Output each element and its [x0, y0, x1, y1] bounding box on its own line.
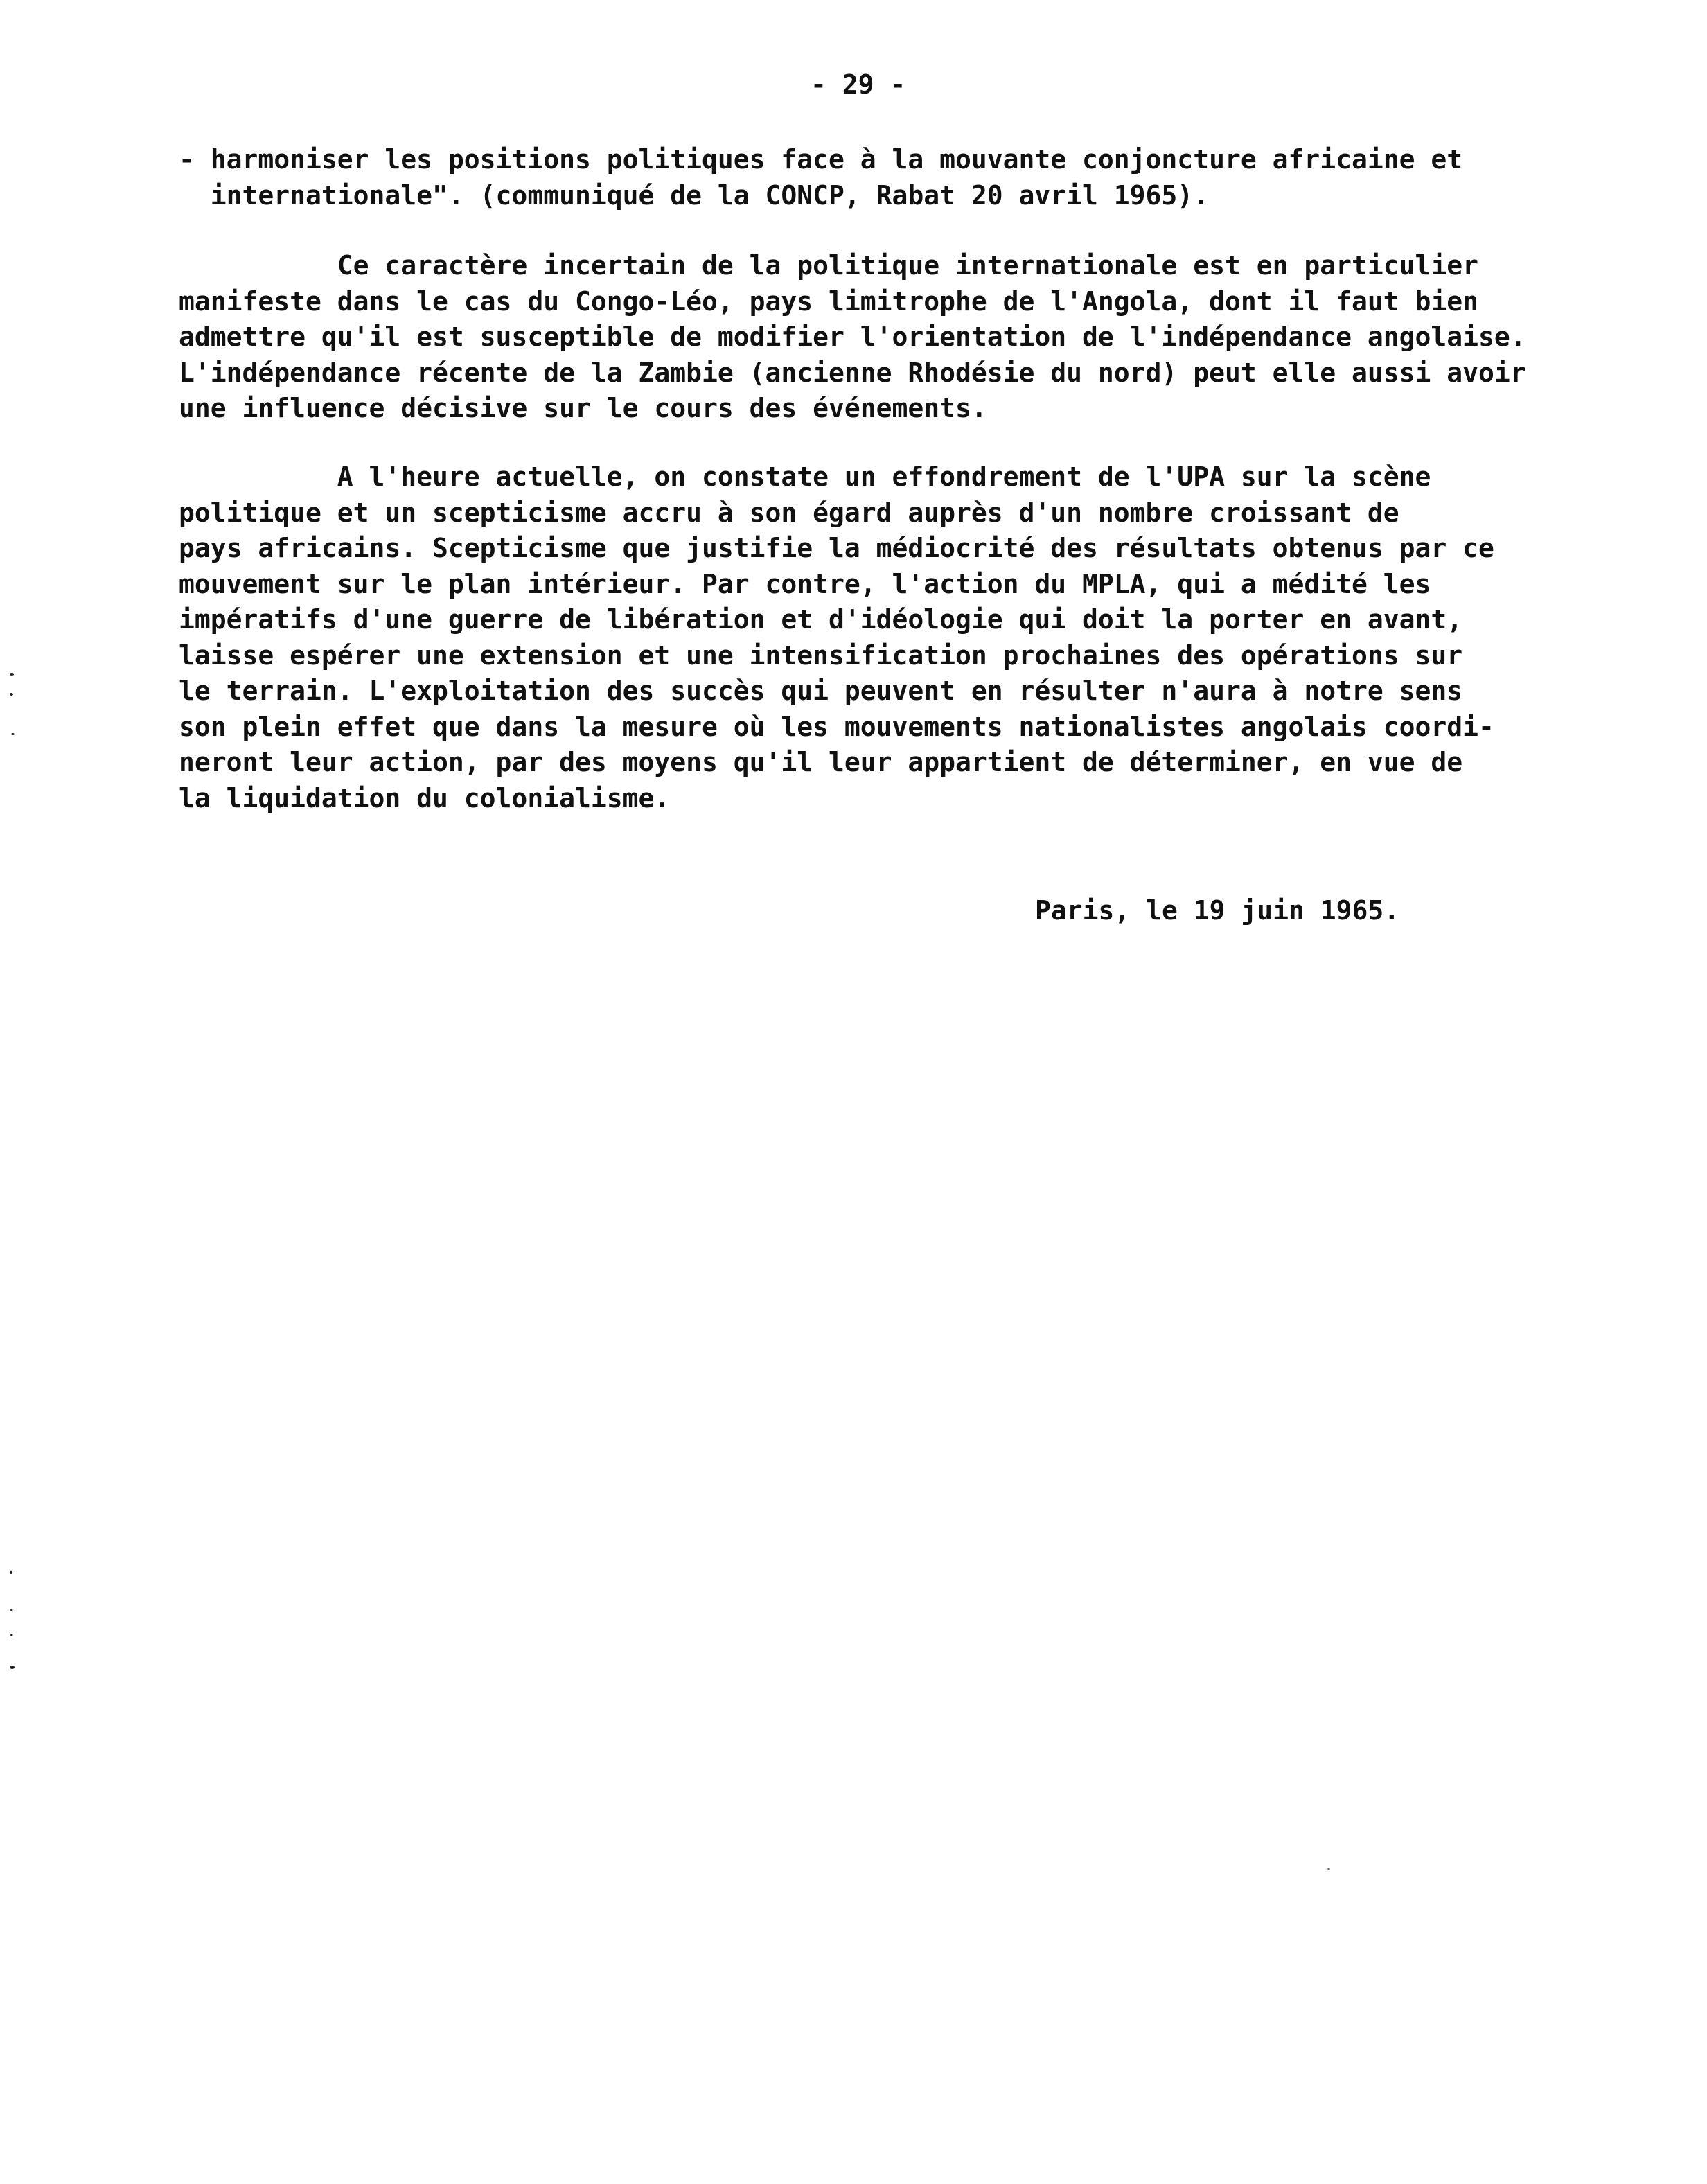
quote-block	[179, 142, 1689, 213]
scan-speck	[10, 693, 13, 696]
quote-line: internationale". (communiqué de la CONCP, Rabat 20 avril 1965).	[179, 179, 1210, 211]
signoff-place-date: Paris, le 19 juin 1965.	[1035, 895, 1400, 926]
page-number: - 29 -	[811, 69, 906, 100]
scan-speck	[11, 733, 15, 735]
scan-speck	[10, 1634, 13, 1636]
paragraph-line: L'indépendance récente de la Zambie (ancienne Rhodésie du nord) peut elle aussi avoir	[179, 357, 1526, 388]
paragraph-1	[179, 248, 1689, 427]
paragraph-line: neront leur action, par des moyens qu'il leur appartient de déterminer, en vue de	[179, 747, 1463, 777]
scan-speck	[10, 1609, 13, 1611]
paragraph-line: une influence décisive sur le cours des événements.	[179, 393, 987, 423]
paragraph-line: le terrain. L'exploitation des succès qui peuvent en résulter n'aura à notre sens	[179, 676, 1463, 706]
paragraph-line: mouvement sur le plan intérieur. Par contre, l'action du MPLA, qui a médité les	[179, 568, 1431, 599]
scan-speck	[10, 1571, 12, 1574]
paragraph-line: laisse espérer une extension et une intensification prochaines des opérations sur	[179, 640, 1463, 671]
paragraph-line: impératifs d'une guerre de libération et d'idéologie qui doit la porter en avant,	[179, 604, 1463, 635]
paragraph-line: admettre qu'il est susceptible de modifier l'orientation de l'indépendance angolaise.	[179, 322, 1526, 352]
paragraph-line: manifeste dans le cas du Congo-Léo, pays limitrophe de l'Angola, dont il faut bien	[179, 285, 1478, 317]
paragraph-line: son plein effet que dans la mesure où les mouvements nationalistes angolais coordi-	[179, 711, 1494, 742]
paragraph-2	[179, 459, 1689, 816]
paragraph-line: pays africains. Scepticisme que justifie la médiocrité des résultats obtenus par ce	[179, 533, 1494, 563]
scan-speck	[1327, 1868, 1330, 1870]
paragraph-line: Ce caractère incertain de la politique internationale est en particulier	[179, 250, 1478, 281]
quote-line: - harmoniser les positions politiques face à la mouvante conjoncture africaine et	[179, 144, 1463, 175]
paragraph-line: A l'heure actuelle, on constate un effondrement de l'UPA sur la scène	[179, 461, 1431, 492]
scan-speck	[10, 1666, 15, 1669]
paragraph-line: la liquidation du colonialisme.	[179, 782, 671, 813]
scan-speck	[10, 673, 14, 676]
paragraph-line: politique et un scepticisme accru à son égard auprès d'un nombre croissant de	[179, 497, 1399, 528]
